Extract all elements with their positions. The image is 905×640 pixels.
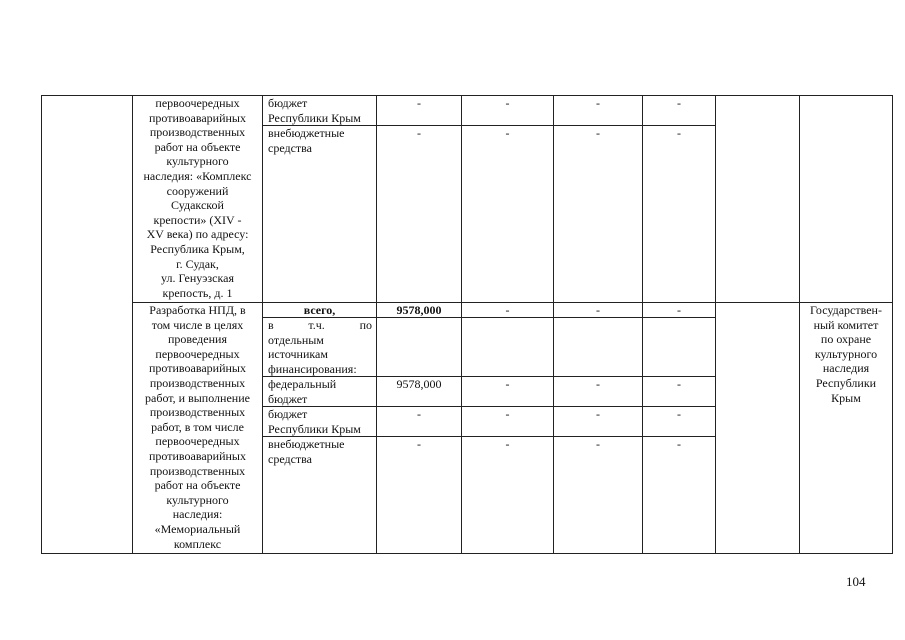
text-line: крепость, д. 1	[162, 285, 233, 300]
funding-source-cell	[268, 377, 336, 406]
text-line: наследия:	[172, 507, 223, 522]
table-border	[41, 95, 42, 554]
value-cell: -	[417, 407, 421, 421]
value-cell: -	[505, 407, 510, 421]
value-cell: -	[417, 126, 421, 140]
text-line: культурного	[166, 492, 229, 507]
text-line: XV века) по адресу:	[146, 227, 249, 242]
text-line: г. Судак,	[176, 256, 219, 271]
value-cell: 9578,000	[396, 377, 442, 391]
text-line: комплекс	[173, 536, 222, 551]
text-line: производственных	[149, 375, 246, 390]
text-line: производственных	[149, 463, 246, 478]
text-line: наследия: «Комплекс	[143, 168, 252, 183]
text-line: первоочередных	[155, 346, 240, 361]
text-line: Крым	[831, 390, 861, 405]
value-cell: -	[677, 437, 681, 451]
value-cell: -	[505, 126, 510, 140]
text-line: Республики Крым	[268, 421, 361, 436]
table-border	[461, 95, 462, 554]
value-cell: -	[596, 303, 600, 317]
text-line: сооружений	[166, 183, 229, 198]
text-line: проведения	[168, 332, 227, 347]
text-line: финансирования:	[268, 361, 357, 376]
executor-cell	[800, 303, 892, 405]
value-cell: -	[596, 407, 600, 421]
value-cell: -	[596, 126, 600, 140]
text-line: отдельным	[268, 332, 324, 347]
text-line: работ на объекте	[154, 139, 241, 154]
text-line: бюджет	[268, 407, 308, 421]
value-cell: -	[677, 407, 681, 421]
value-cell: -	[417, 437, 421, 451]
text-line: Республики	[815, 375, 877, 390]
activity-name-cell	[133, 303, 262, 551]
funding-source-cell	[268, 96, 361, 125]
text-line: крепости» (XIV -	[153, 212, 242, 227]
text-line: работ, в том числе	[151, 419, 244, 434]
funding-source-cell	[268, 126, 345, 155]
text-line: первоочередных	[155, 434, 240, 449]
text-line: производственных	[149, 405, 246, 420]
text-line: средства	[268, 451, 313, 466]
text-line: первоочередных	[155, 96, 240, 110]
text-line: ул. Генуэзская	[161, 271, 234, 286]
text-line: Разработка НПД, в	[149, 303, 246, 317]
text-line: работ на объекте	[154, 478, 241, 493]
value-cell: -	[505, 377, 510, 391]
table-border	[715, 95, 716, 554]
text-line: Республики Крым	[268, 110, 361, 125]
text-line: по охране	[820, 332, 872, 347]
word: т.ч.	[308, 318, 325, 332]
text-line: внебюджетные	[268, 126, 345, 140]
text-line: противоаварийных	[148, 110, 246, 125]
value-cell: -	[677, 377, 681, 391]
text-line: средства	[268, 140, 313, 155]
value-cell: -	[677, 96, 681, 110]
activity-name-cell	[133, 96, 262, 300]
value-cell: 9578,000	[396, 303, 442, 317]
word: в	[268, 318, 274, 332]
text-line: работ, и выполнение	[145, 390, 250, 405]
total-label: всего,	[303, 303, 336, 317]
text-line: наследия	[822, 361, 870, 376]
value-cell: -	[505, 437, 510, 451]
text-line: противоаварийных	[148, 361, 246, 376]
text-line: бюджет	[268, 391, 308, 406]
text-line: Республика Крым,	[150, 241, 245, 256]
text-line: бюджет	[268, 96, 308, 110]
value-cell: -	[596, 377, 600, 391]
value-cell: -	[677, 126, 681, 140]
text-line: федеральный	[268, 377, 337, 391]
page-number: 104	[846, 574, 866, 589]
table-border	[553, 95, 554, 554]
text-line: внебюджетные	[268, 437, 345, 451]
text-line: источникам	[268, 347, 328, 362]
text-line: производственных	[149, 125, 246, 140]
value-cell: -	[677, 303, 681, 317]
text-line: том числе в целях	[151, 317, 244, 332]
table-border	[892, 95, 893, 554]
text-line	[268, 318, 372, 333]
text-line: Судакской	[171, 198, 224, 213]
value-cell: -	[596, 96, 600, 110]
value-cell: -	[596, 437, 600, 451]
value-cell: -	[505, 303, 510, 317]
funding-source-cell	[268, 407, 361, 436]
text-line: ный комитет	[813, 317, 879, 332]
funding-source-cell	[268, 437, 345, 466]
value-cell: -	[417, 96, 421, 110]
table-border	[41, 553, 893, 554]
value-cell: -	[505, 96, 510, 110]
text-line: Государствен-	[810, 303, 882, 317]
text-line: «Мемориальный	[154, 521, 241, 536]
funding-source-cell	[268, 318, 372, 376]
text-line: культурного	[814, 346, 878, 361]
text-line: противоаварийных	[148, 448, 246, 463]
table-border	[642, 95, 643, 554]
word: по	[359, 318, 372, 332]
table-border	[262, 95, 263, 554]
text-line: культурного	[166, 154, 229, 169]
table-border	[376, 95, 377, 554]
